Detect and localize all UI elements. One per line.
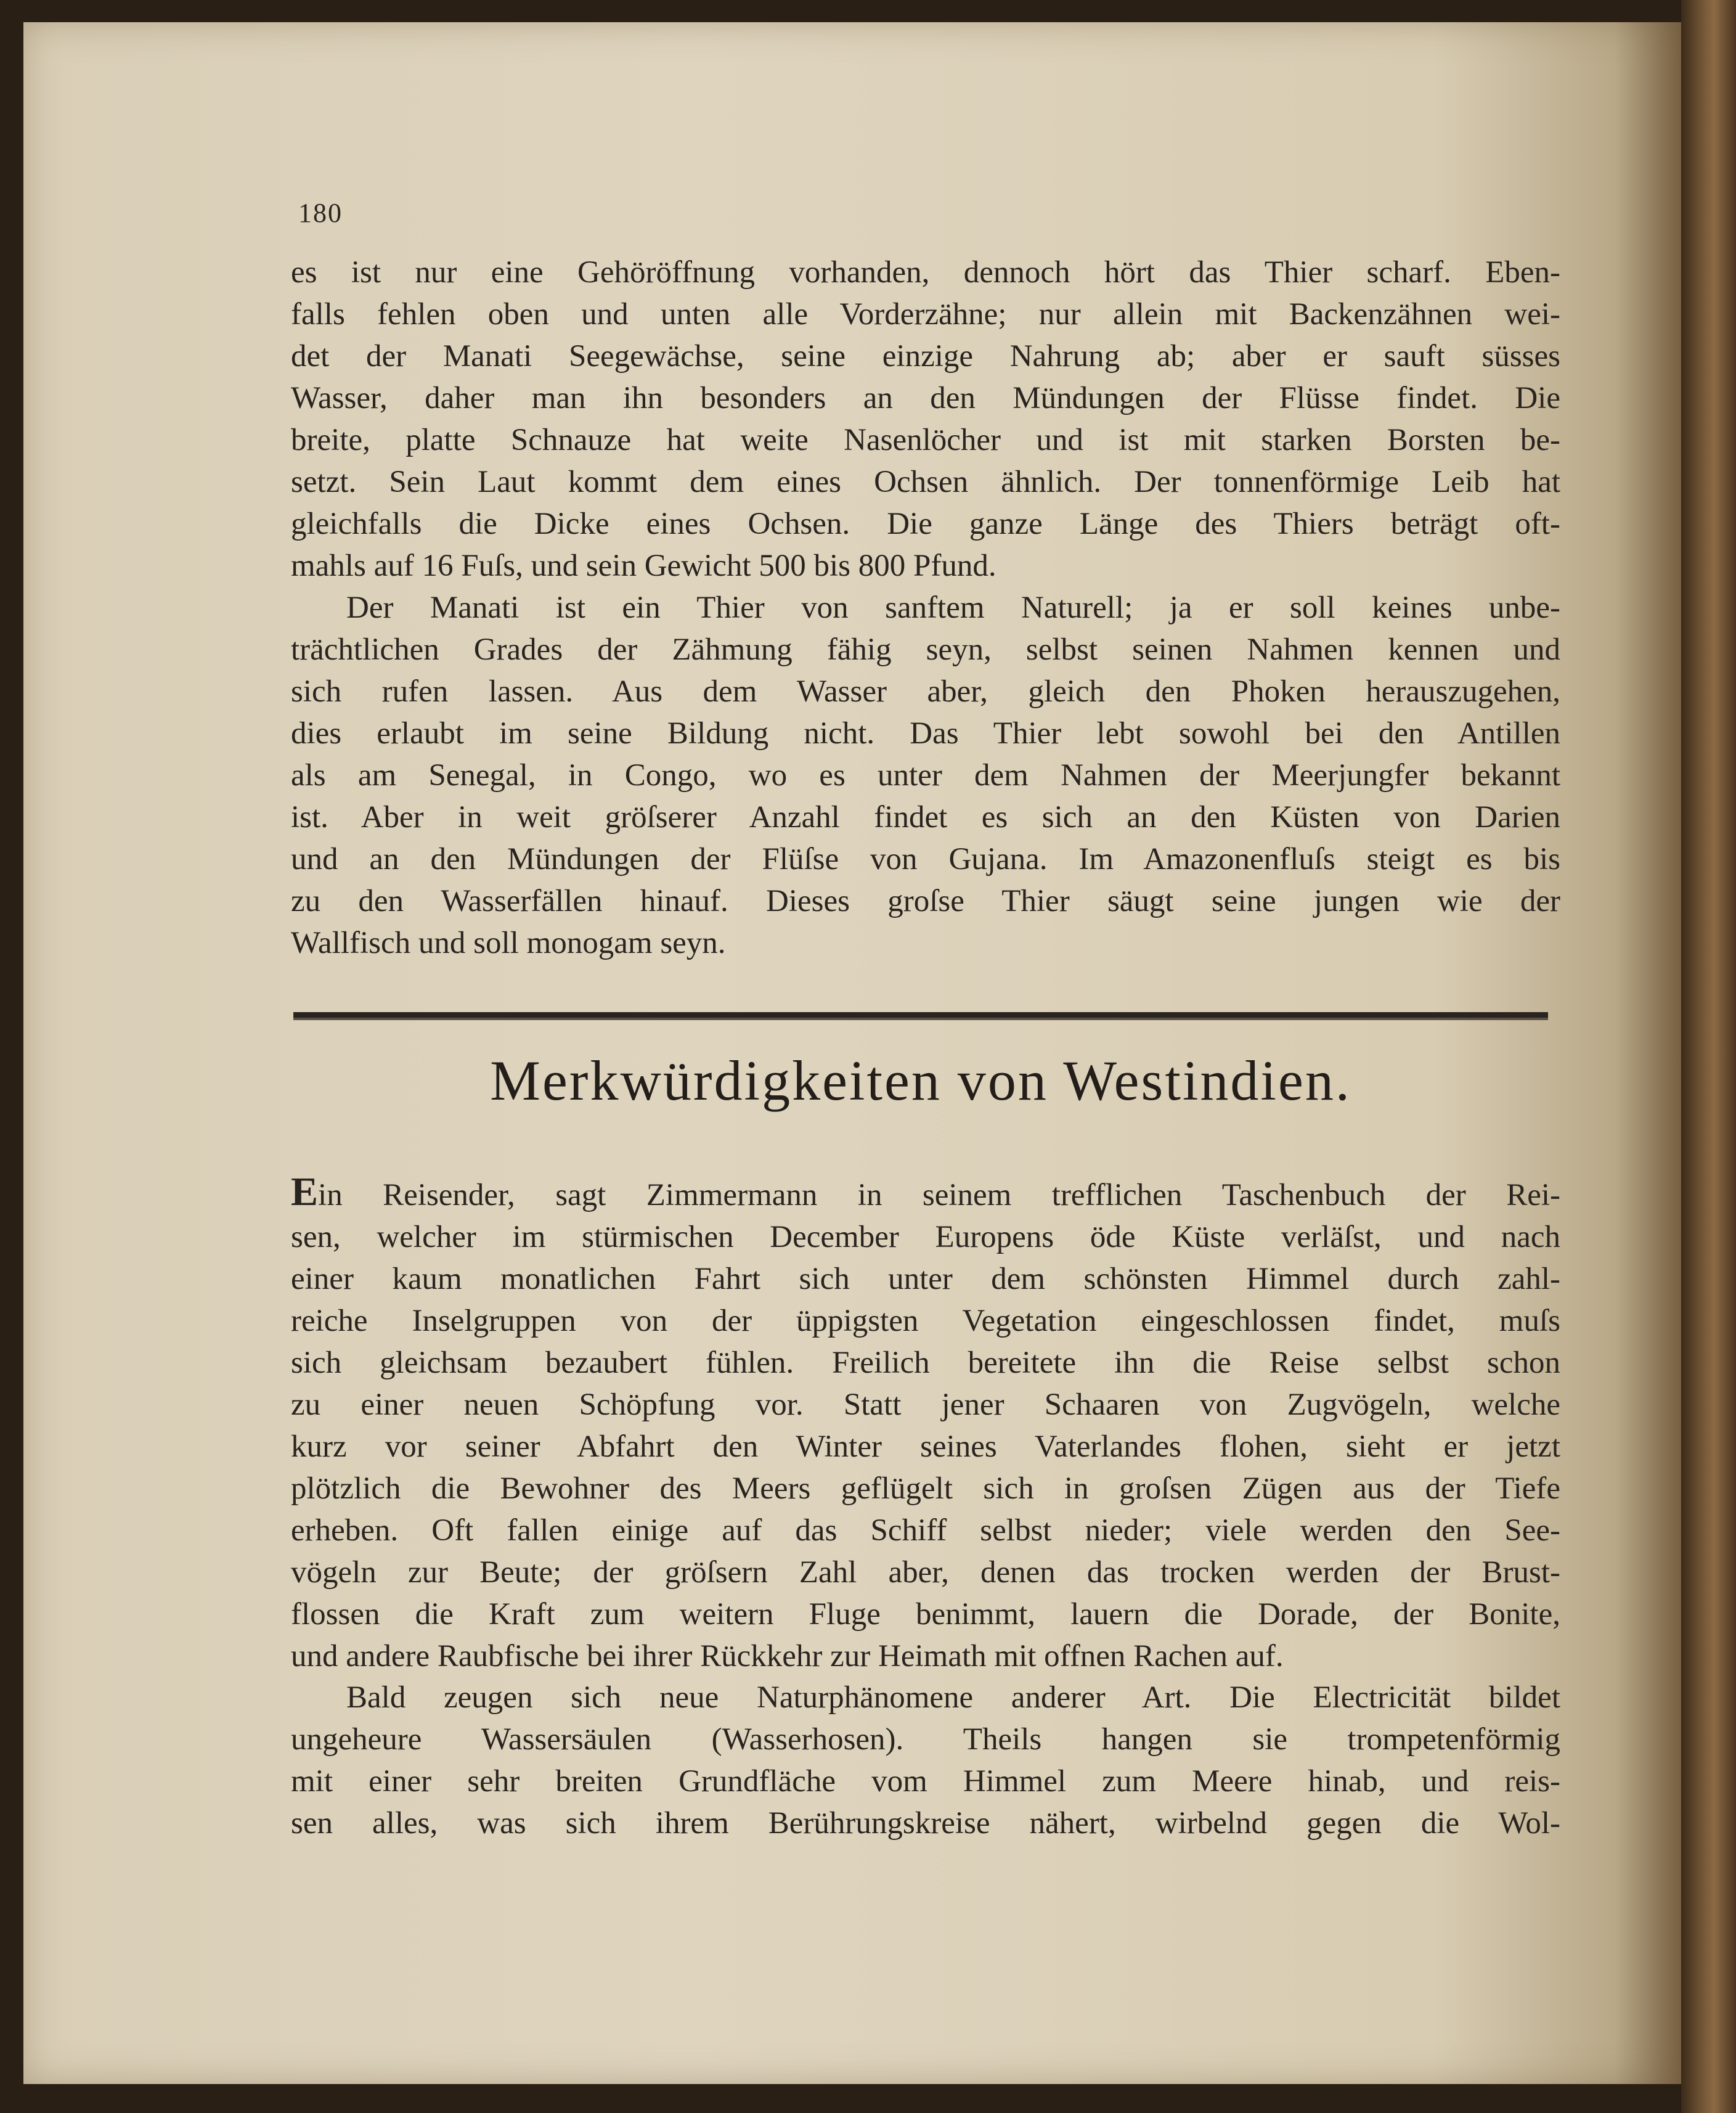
paragraph-manati-nature xyxy=(291,587,1560,964)
text-line: sen alles, was sich ihrem Berührungskreise nähert, wirbelnd gegen die Wol- xyxy=(291,1806,1560,1841)
text-line: Wasser, daher man ihn besonders an den Mündungen der Flüsse findet. Die xyxy=(291,381,1560,415)
text-line: det der Manati Seegewächse, seine einzige Nahrung ab; aber er sauft süsses xyxy=(291,339,1560,374)
text-line: setzt. Sein Laut kommt dem eines Ochsen ähnlich. Der tonnenförmige Leib hat xyxy=(291,465,1560,499)
text-line: reiche Inselgruppen von der üppigsten Vegetation eingeschlossen findet, muſs xyxy=(291,1304,1560,1338)
text-line: erheben. Oft fallen einige auf das Schiff selbst nieder; viele werden den See- xyxy=(291,1513,1560,1548)
text-line: trächtlichen Grades der Zähmung fähig seyn, selbst seinen Nahmen kennen und xyxy=(291,632,1560,667)
text-line: ungeheure Wassersäulen (Wasserhosen). Theils hangen sie trompetenförmig xyxy=(291,1722,1560,1757)
text-line-first xyxy=(291,1171,1560,1216)
text-line: gleichfalls die Dicke eines Ochsen. Die ganze Länge des Thiers beträgt oft- xyxy=(291,507,1560,541)
text-line: sen, welcher im stürmischen December Europens öde Küste verläſst, und nach xyxy=(291,1220,1560,1254)
text-line: zu den Wasserfällen hinauf. Dieses groſse Thier säugt seine jungen wie der xyxy=(291,884,1560,918)
text-line: plötzlich die Bewohner des Meers geflügelt sich in groſsen Zügen aus der Tiefe xyxy=(291,1471,1560,1506)
text-line: kurz vor seiner Abfahrt den Winter seines Vaterlandes flohen, sieht er jetzt xyxy=(291,1429,1560,1464)
text-line: dies erlaubt im seine Bildung nicht. Das Thier lebt sowohl bei den Antillen xyxy=(291,716,1560,751)
drop-cap: E xyxy=(291,1169,319,1214)
text-line: sich gleichsam bezaubert fühlen. Freilich bereitete ihn die Reise selbst schon xyxy=(291,1346,1560,1380)
text-line: einer kaum monatlichen Fahrt sich unter dem schönsten Himmel durch zahl- xyxy=(291,1262,1560,1296)
first-line-text: in Reisender, sagt Zimmermann in seinem trefflichen Taschenbuch der Rei- xyxy=(318,1178,1560,1212)
text-line: Wallfisch und soll monogam seyn. xyxy=(291,926,726,960)
paragraph-westindien-intro xyxy=(291,1171,1560,1677)
text-line: sich rufen lassen. Aus dem Wasser aber, gleich den Phoken herauszugehen, xyxy=(291,674,1560,709)
text-line: es ist nur eine Gehöröffnung vorhanden, dennoch hört das Thier scharf. Eben- xyxy=(291,255,1560,290)
section-heading: Merkwürdigkeiten von Westindien. xyxy=(490,1049,1351,1112)
text-line: als am Senegal, in Congo, wo es unter dem Nahmen der Meerjungfer bekannt xyxy=(291,758,1560,793)
text-line: Bald zeugen sich neue Naturphänomene anderer Art. Die Electricität bildet xyxy=(346,1680,1560,1715)
text-line: zu einer neuen Schöpfung vor. Statt jener Schaaren von Zugvögeln, welche xyxy=(291,1388,1560,1422)
text-line: ist. Aber in weit gröſserer Anzahl findet es sich an den Küsten von Darien xyxy=(291,800,1560,835)
section-divider-rule xyxy=(293,1012,1548,1020)
paragraph-manati-anatomy xyxy=(291,251,1560,587)
text-line: breite, platte Schnauze hat weite Nasenlöcher und ist mit starken Borsten be- xyxy=(291,423,1560,457)
book-gutter xyxy=(1681,0,1736,2113)
text-line: mahls auf 16 Fuſs, und sein Gewicht 500 bis 800 Pfund. xyxy=(291,549,996,583)
text-line: und andere Raubfische bei ihrer Rückkehr zur Heimath mit offnen Rachen auf. xyxy=(291,1639,1284,1674)
text-line: flossen die Kraft zum weitern Fluge benimmt, lauern die Dorade, der Bonite, xyxy=(291,1597,1560,1632)
text-line: mit einer sehr breiten Grundfläche vom Himmel zum Meere hinab, und reis- xyxy=(291,1764,1560,1799)
paragraph-waterspouts xyxy=(291,1677,1560,1844)
text-line: und an den Mündungen der Flüſse von Gujana. Im Amazonenfluſs steigt es bis xyxy=(291,842,1560,877)
text-line: vögeln zur Beute; der gröſsern Zahl aber, denen das trocken werden der Brust- xyxy=(291,1555,1560,1590)
text-line: falls fehlen oben und unten alle Vorderzähne; nur allein mit Backenzähnen wei- xyxy=(291,297,1560,332)
page-number: 180 xyxy=(298,198,343,228)
text-line: Der Manati ist ein Thier von sanftem Naturell; ja er soll keines unbe- xyxy=(346,591,1560,625)
